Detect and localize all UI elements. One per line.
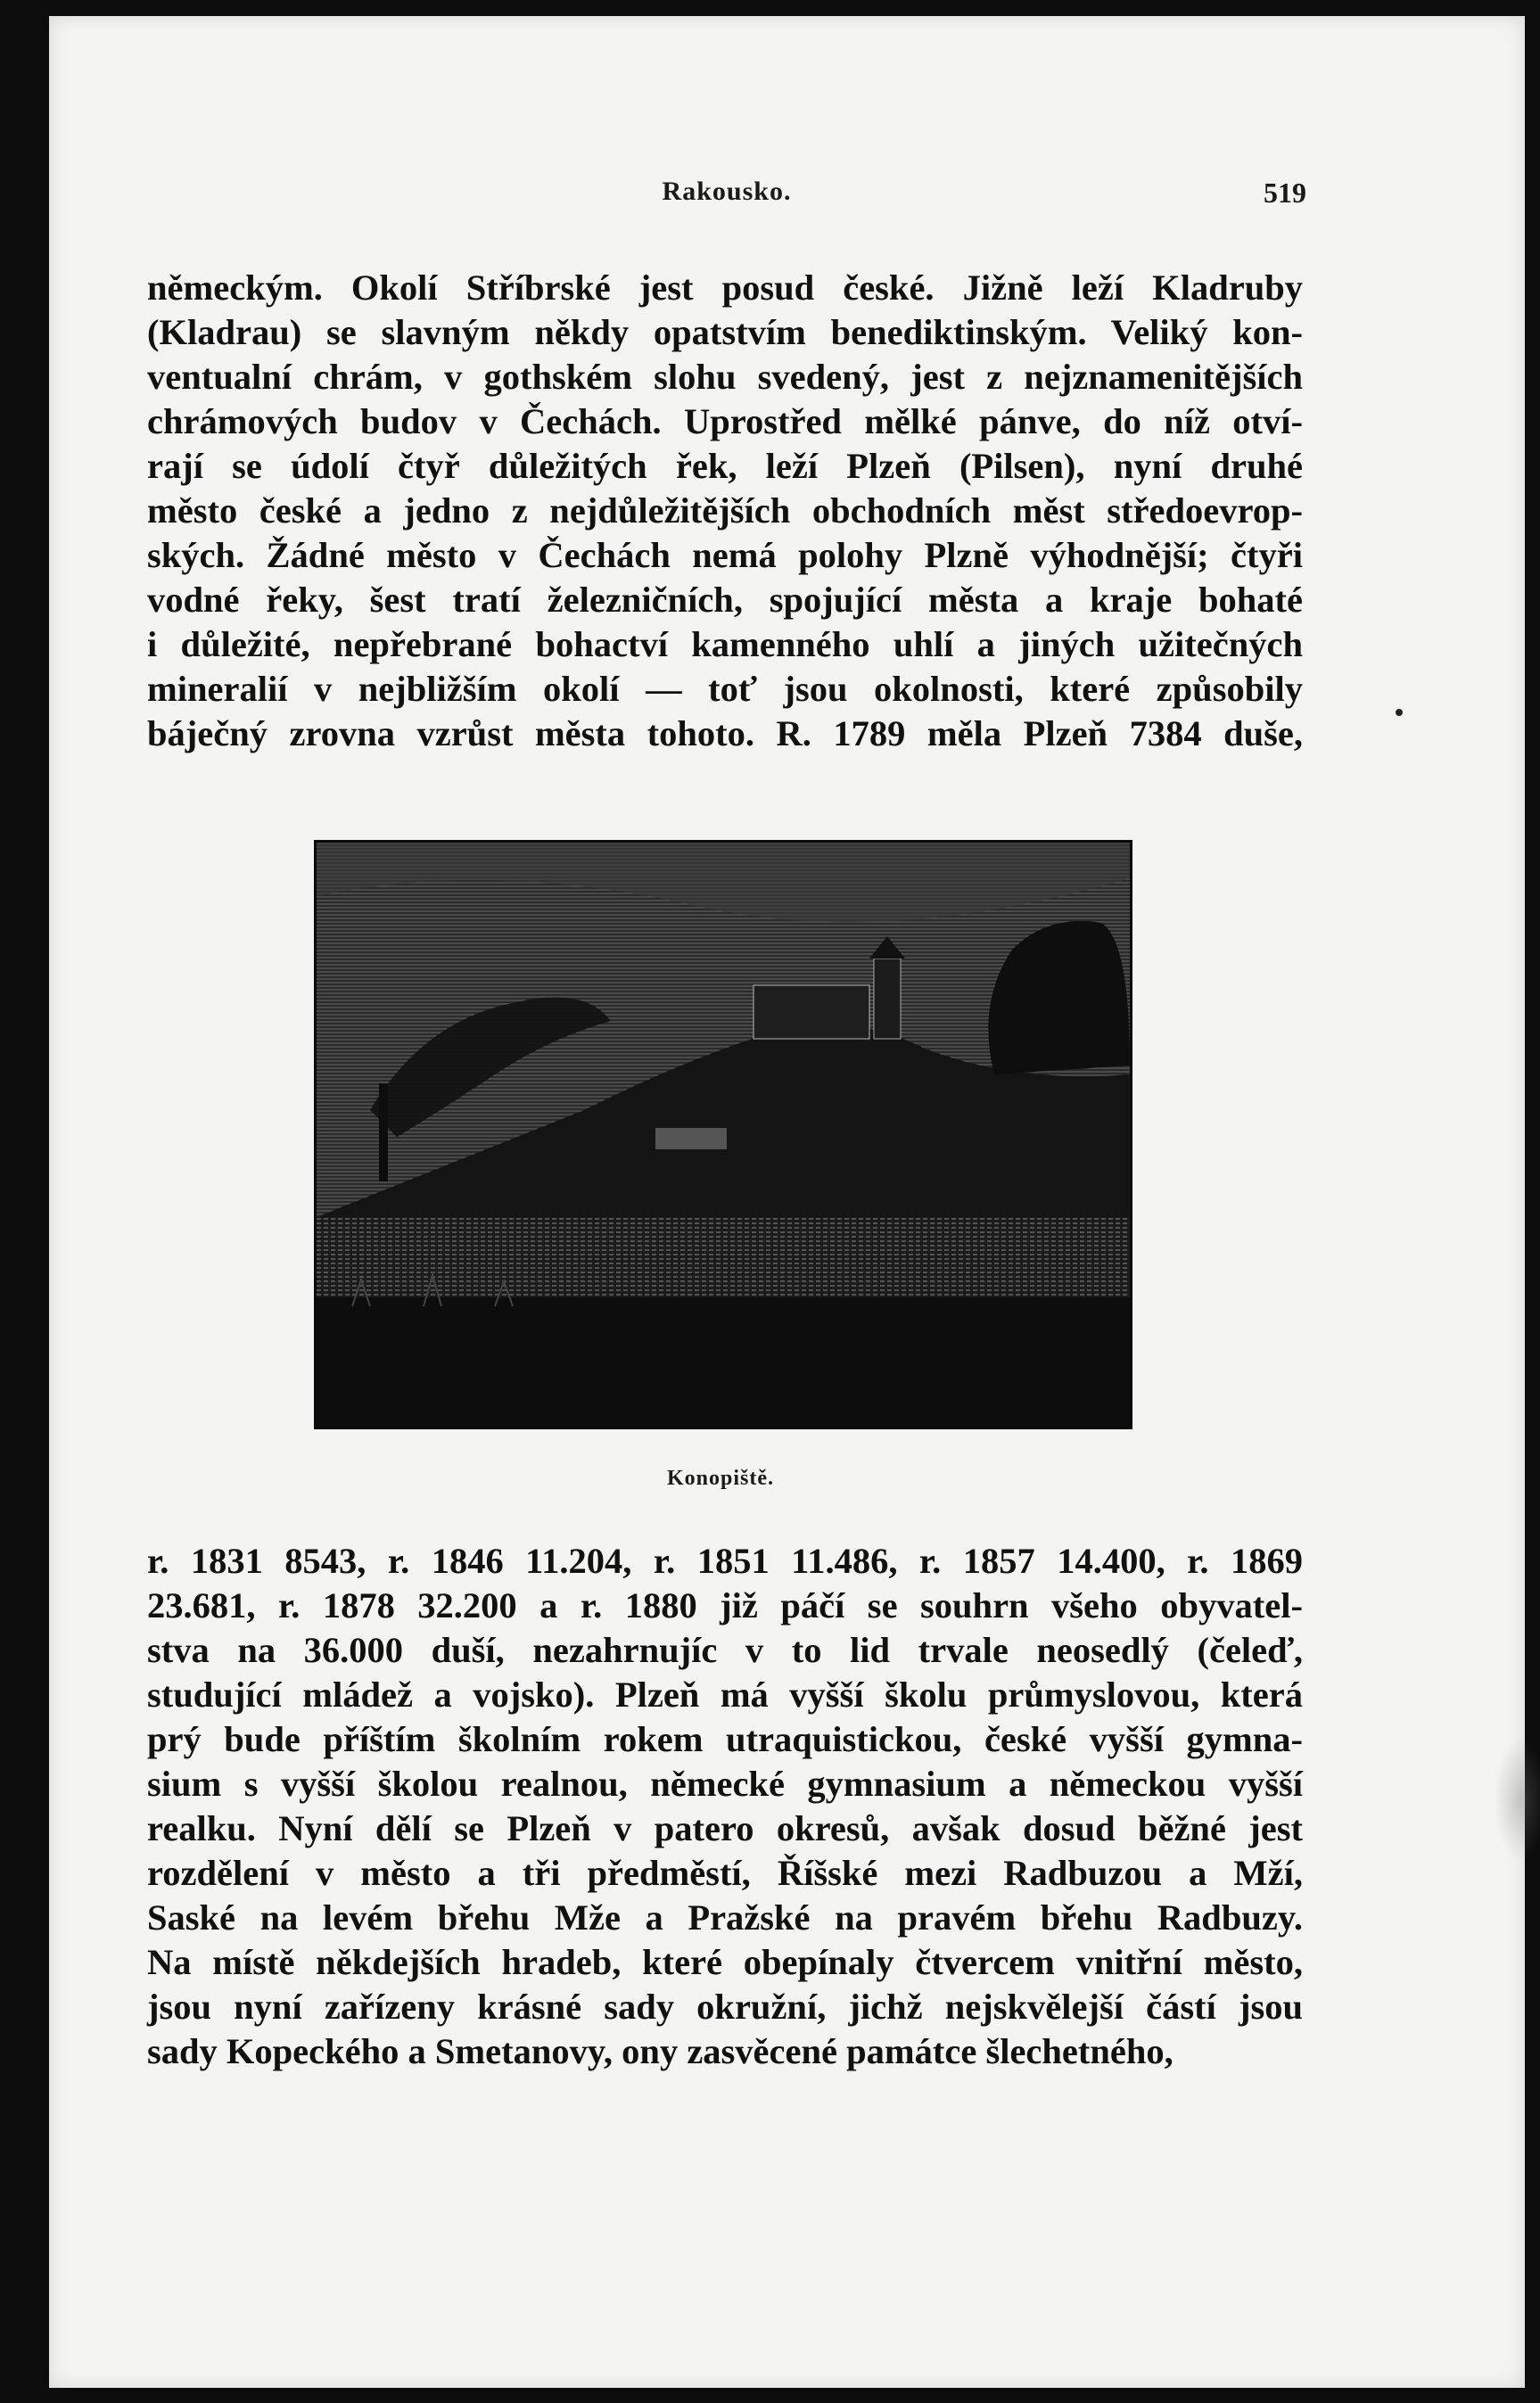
text-line: jsou nyní zařízeny krásné sady okružní, jichž nejskvělejší částí jsou	[147, 1987, 1303, 2027]
figure-caption: Konopiště.	[666, 1467, 774, 1490]
page-stain	[1494, 1737, 1540, 1862]
text-line: město české a jedno z nejdůležitějších obchodních měst středoevrop-	[147, 490, 1303, 531]
river	[317, 1217, 1130, 1306]
text-line: (Kladrau) se slavným někdy opatstvím benediktinským. Veliký kon-	[147, 312, 1303, 352]
text-line: chrámových budov v Čechách. Uprostřed mělké pánve, do níž otví-	[147, 401, 1303, 441]
text-line: báječný zrovna vzrůst města tohoto. R. 1789 měla Plzeň 7384 duše,	[147, 713, 1303, 753]
ink-speck	[1396, 709, 1403, 716]
text-line: Na místě někdejších hradeb, které obepínaly čtvercem vnitřní město,	[147, 1942, 1303, 1982]
chimney	[379, 1083, 388, 1181]
paragraph-top	[147, 266, 1303, 756]
text-line: sium s vyšší školou realnou, německé gymnasium a německou vyšší	[147, 1764, 1303, 1804]
text-line: Saské na levém břehu Mže a Pražské na pravém břehu Radbuzy.	[147, 1897, 1303, 1938]
engraving-illustration	[317, 843, 1130, 1427]
text-line: ských. Žádné město v Čechách nemá polohy Plzně výhodnější; čtyři	[147, 535, 1303, 575]
castle-tower	[874, 959, 901, 1039]
text-line: 23.681, r. 1878 32.200 a r. 1880 již páčí se souhrn všeho obyvatel-	[147, 1585, 1303, 1625]
text-line: mineralií v nejbližším okolí — toť jsou okolnosti, které způsobily	[147, 669, 1303, 709]
text-line: rozdělení v město a tři předměstí, Říšské mezi Radbuzou a Mží,	[147, 1853, 1303, 1893]
engraving-konopiste	[314, 840, 1132, 1429]
text-line: sady Kopeckého a Smetanovy, ony zasvěcené památce šlechetného,	[147, 2031, 1174, 2071]
text-line: vodné řeky, šest tratí železničních, spojující města a kraje bohaté	[147, 580, 1303, 620]
text-line: realku. Nyní dělí se Plzeň v patero okresů, avšak dosud běžné jest	[147, 1808, 1303, 1848]
paragraph-bottom	[147, 1539, 1303, 2074]
header-title: Rakousko.	[662, 177, 792, 206]
castle	[754, 985, 869, 1039]
page-number: 519	[1264, 177, 1306, 209]
text-line: prý bude příštím školním rokem utraquistickou, české vyšší gymna-	[147, 1719, 1303, 1759]
running-header	[147, 177, 1306, 212]
text-line: ventualní chrám, v gothském slohu svedený, jest z nejznamenitějších	[147, 357, 1303, 397]
foreground	[317, 1297, 1130, 1427]
text-line: r. 1831 8543, r. 1846 11.204, r. 1851 11.486, r. 1857 14.400, r. 1869	[147, 1541, 1303, 1581]
buildings	[655, 1128, 727, 1149]
text-line: studující mládež a vojsko). Plzeň má vyšší školu průmyslovou, která	[147, 1675, 1303, 1715]
text-line: i důležité, nepřebrané bohactví kamenného uhlí a jiných užitečných	[147, 624, 1303, 664]
text-line: stva na 36.000 duší, nezahrnujíc v to lid trvale neosedlý (čeleď,	[147, 1630, 1303, 1670]
text-line: rají se údolí čtyř důležitých řek, leží Plzeň (Pilsen), nyní druhé	[147, 446, 1303, 486]
text-line: německým. Okolí Stříbrské jest posud české. Jižně leží Kladruby	[147, 267, 1303, 308]
